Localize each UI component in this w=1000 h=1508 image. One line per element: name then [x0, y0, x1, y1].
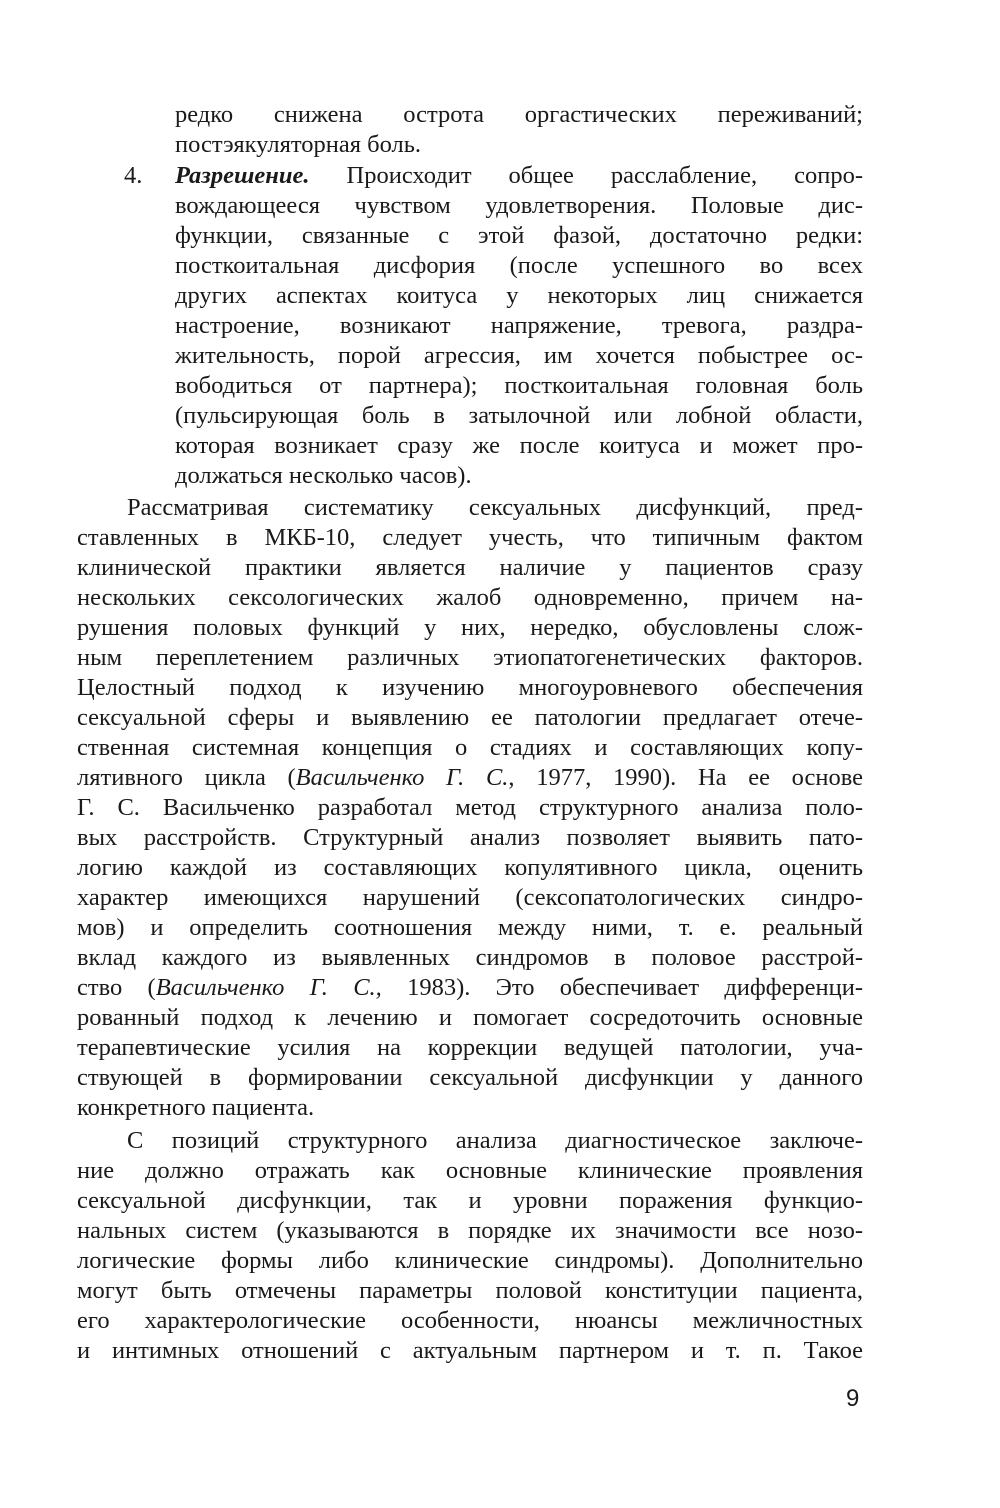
text-line: Целостный подход к изучению многоуровневого обеспечения: [77, 674, 863, 701]
citation-line: [77, 973, 863, 1003]
text-line: вождающееся чувством удовлетворения. Половые дис-: [175, 192, 863, 219]
text-line: (пульсирующая боль в затылочной или лобной области,: [175, 402, 863, 429]
text-line: вых расстройств. Структурный анализ позволяет выявить пато-: [77, 824, 863, 851]
text-line: нальных систем (указываются в порядке их значимости все нозо-: [77, 1217, 863, 1244]
list-item-first-line: [175, 161, 863, 191]
text-line: его характерологические особенности, нюансы межличностных: [77, 1307, 863, 1334]
text-line: ние должно отражать как основные клинические проявления: [77, 1157, 863, 1184]
text-line: редко снижена острота оргастических переживаний;: [175, 101, 863, 128]
text-line: которая возникает сразу же после коитуса и может про-: [175, 432, 863, 459]
text-line: логию каждой из составляющих копулятивного цикла, оценить: [77, 854, 863, 881]
text-line: жительность, порой агрессия, им хочется побыстрее ос-: [175, 342, 863, 369]
text-line: вклад каждого из выявленных синдромов в половое расстрой-: [77, 944, 863, 971]
text-line: ным переплетением различных этиопатогенетических факторов.: [77, 644, 863, 671]
text-line: логические формы либо клинические синдромы). Дополнительно: [77, 1247, 863, 1274]
text-line: других аспектах коитуса у некоторых лиц снижается: [175, 282, 863, 309]
text-line: функции, связанные с этой фазой, достаточно редки:: [175, 222, 863, 249]
text-line: ственная системная концепция о стадиях и составляющих копу-: [77, 734, 863, 761]
text-span: лятивного цикла (: [77, 764, 296, 791]
text-line: могут быть отмечены параметры половой конституции пациента,: [77, 1277, 863, 1304]
text-line: терапевтические усилия на коррекции ведущей патологии, уча-: [77, 1034, 863, 1061]
paragraph-first-line: С позиций структурного анализа диагностическое заключе-: [127, 1127, 863, 1154]
page-number: 9: [846, 1385, 860, 1412]
text-line: рованный подход к лечению и помогает сосредоточить основные: [77, 1004, 863, 1031]
text-span: , 1977, 1990). На ее основе: [508, 764, 863, 791]
list-item-term: Разрешение.: [175, 162, 310, 189]
citation-line: [77, 763, 863, 793]
text-line: нескольких сексологических жалоб одновременно, причем на-: [77, 584, 863, 611]
text-line: посткоитальная дисфория (после успешного во всех: [175, 252, 863, 279]
text-line: Г. С. Васильченко разработал метод структурного анализа поло-: [77, 794, 863, 821]
text-line: должаться несколько часов).: [175, 462, 472, 489]
list-item-number: 4.: [124, 162, 143, 189]
text-line: рушения половых функций у них, нередко, обусловлены слож-: [77, 614, 863, 641]
text-line: мов) и определить соотношения между ними, т. е. реальный: [77, 914, 863, 941]
text-line: ставленных в МКБ-10, следует учесть, что типичным фактом: [77, 524, 863, 551]
text-line: характер имеющихся нарушений (сексопатологических синдро-: [77, 884, 863, 911]
citation-author: Васильченко Г. С.,: [155, 974, 382, 1001]
text-line: вободиться от партнера); посткоитальная головная боль: [175, 372, 863, 399]
text-line: конкретного пациента.: [77, 1094, 315, 1121]
text-line: постэякуляторная боль.: [175, 131, 422, 158]
text-span: Происходит общее расслабление, сопро-: [309, 162, 863, 189]
text-span: 1983). Это обеспечивает дифференци-: [381, 974, 863, 1001]
text-line: ствующей в формировании сексуальной дисфункции у данного: [77, 1064, 863, 1091]
text-span: ство (: [77, 974, 156, 1001]
citation-author: Васильченко Г. С.: [295, 764, 509, 791]
text-line: клинической практики является наличие у пациентов сразу: [77, 554, 863, 581]
text-line: сексуальной сферы и выявлению ее патологии предлагает отече-: [77, 704, 863, 731]
text-line: сексуальной дисфункции, так и уровни поражения функцио-: [77, 1187, 863, 1214]
text-line: настроение, возникают напряжение, тревога, раздра-: [175, 312, 863, 339]
paragraph-first-line: Рассматривая систематику сексуальных дисфункций, пред-: [127, 494, 863, 521]
text-line: и интимных отношений с актуальным партнером и т. п. Такое: [77, 1337, 863, 1364]
